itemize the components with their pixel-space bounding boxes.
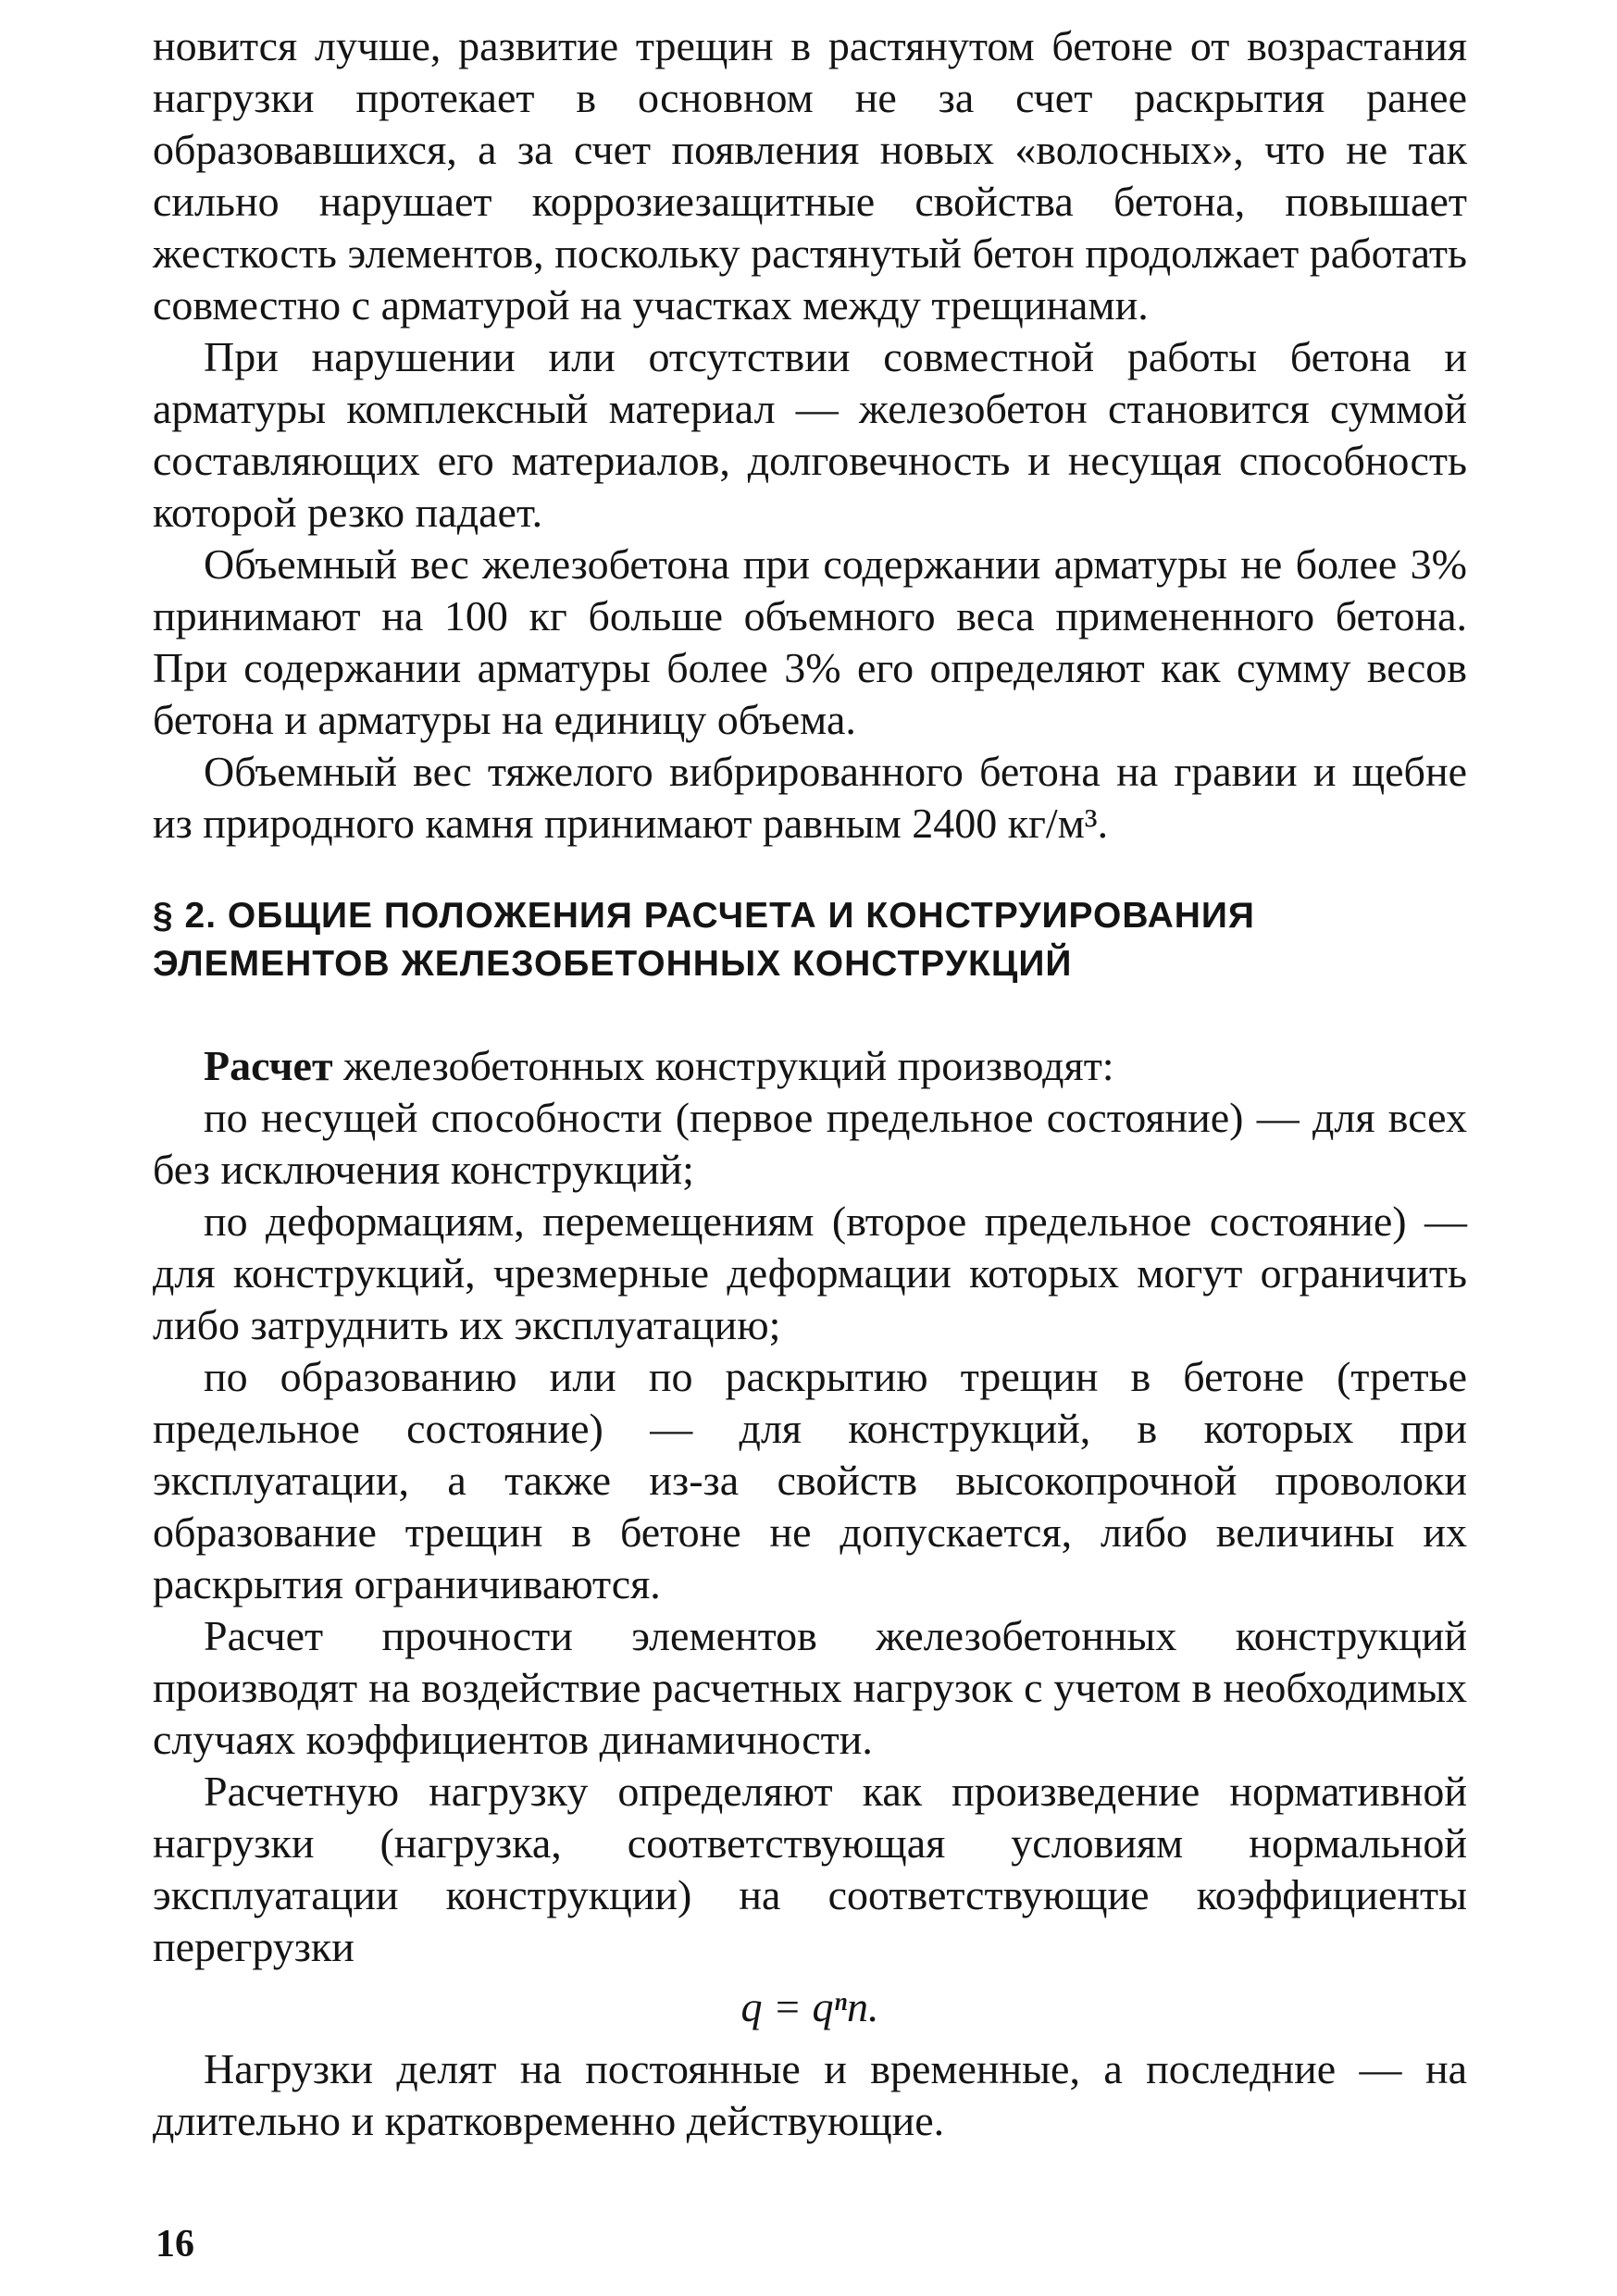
calc-item-third-limit-state: по образованию или по раскрытию трещин в бетоне (третье предельное состояние) — для конструкций, в которых при эксплуатации, а также из-за свойств высокопрочной проволоки образование трещин в бетоне не допускается, либо величины их раскрытия ограничиваются. [153, 1353, 1467, 1607]
paragraph-design-load: Расчетную нагрузку определяют как произведение нормативной нагрузки (нагрузка, соответствующая условиям нормальной эксплуатации конструкции) на соответствующие коэффициенты перегрузки [153, 1768, 1467, 1970]
section-heading [153, 892, 1467, 988]
paragraph-load-types: Нагрузки делят на постоянные и временные, а последние — на длительно и кратковременно действующие. [153, 2045, 1467, 2144]
paragraph-volume-weight: Объемный вес железобетона при содержании арматуры не более 3% принимают на 100 кг больше объемного веса примененного бетона. При содержании арматуры более 3% его определяют как сумму весов бетона и арматуры на единицу объема. [153, 540, 1467, 743]
paragraph-joint-work: При нарушении или отсутствии совместной работы бетона и арматуры комплексный материал — железобетон становится суммой составляющих его материалов, долговечность и несущая способность которой резко падает. [153, 333, 1467, 536]
calc-intro-bold: Расчет [204, 1042, 333, 1089]
section-heading-line-1: § 2. ОБЩИЕ ПОЛОЖЕНИЯ РАСЧЕТА И КОНСТРУИРОВАНИЯ [153, 896, 1255, 936]
paragraph-strength-calc: Расчет прочности элементов железобетонных конструкций производят на воздействие расчетных нагрузок с учетом в необходимых случаях коэффициентов динамичности. [153, 1612, 1467, 1763]
calc-intro [153, 1040, 1467, 1092]
page-text [153, 20, 1467, 2147]
paragraph-continuation: новится лучше, развитие трещин в растянутом бетоне от возрастания нагрузки протекает в основном не за счет раскрытия ранее образовавшихся, а за счет появления новых «волосных», что не так сильно нарушает коррозиезащитные свойства бетона, повышает жесткость элементов, поскольку растянутый бетон продолжает работать совместно с арматурой на участках между трещинами. [153, 22, 1467, 329]
formula-design-load: q = qⁿn. [740, 1983, 879, 2030]
calc-item-second-limit-state: по деформациям, перемещениям (второе предельное состояние) — для конструкций, чрезмерные деформации которых могут ограничить либо затруднить их эксплуатацию; [153, 1198, 1467, 1348]
section-heading-line-2: ЭЛЕМЕНТОВ ЖЕЛЕЗОБЕТОННЫХ КОНСТРУКЦИЙ [153, 944, 1073, 984]
calc-intro-rest: железобетонных конструкций производят: [332, 1042, 1114, 1089]
calc-item-first-limit-state: по несущей способности (первое предельное состояние) — для всех без исключения конструкций; [153, 1094, 1467, 1193]
paragraph-heavy-concrete: Объемный вес тяжелого вибрированного бетона на гравии и щебне из природного камня принимают равным 2400 кг/м³. [153, 748, 1467, 847]
page-number: 16 [155, 2223, 194, 2265]
